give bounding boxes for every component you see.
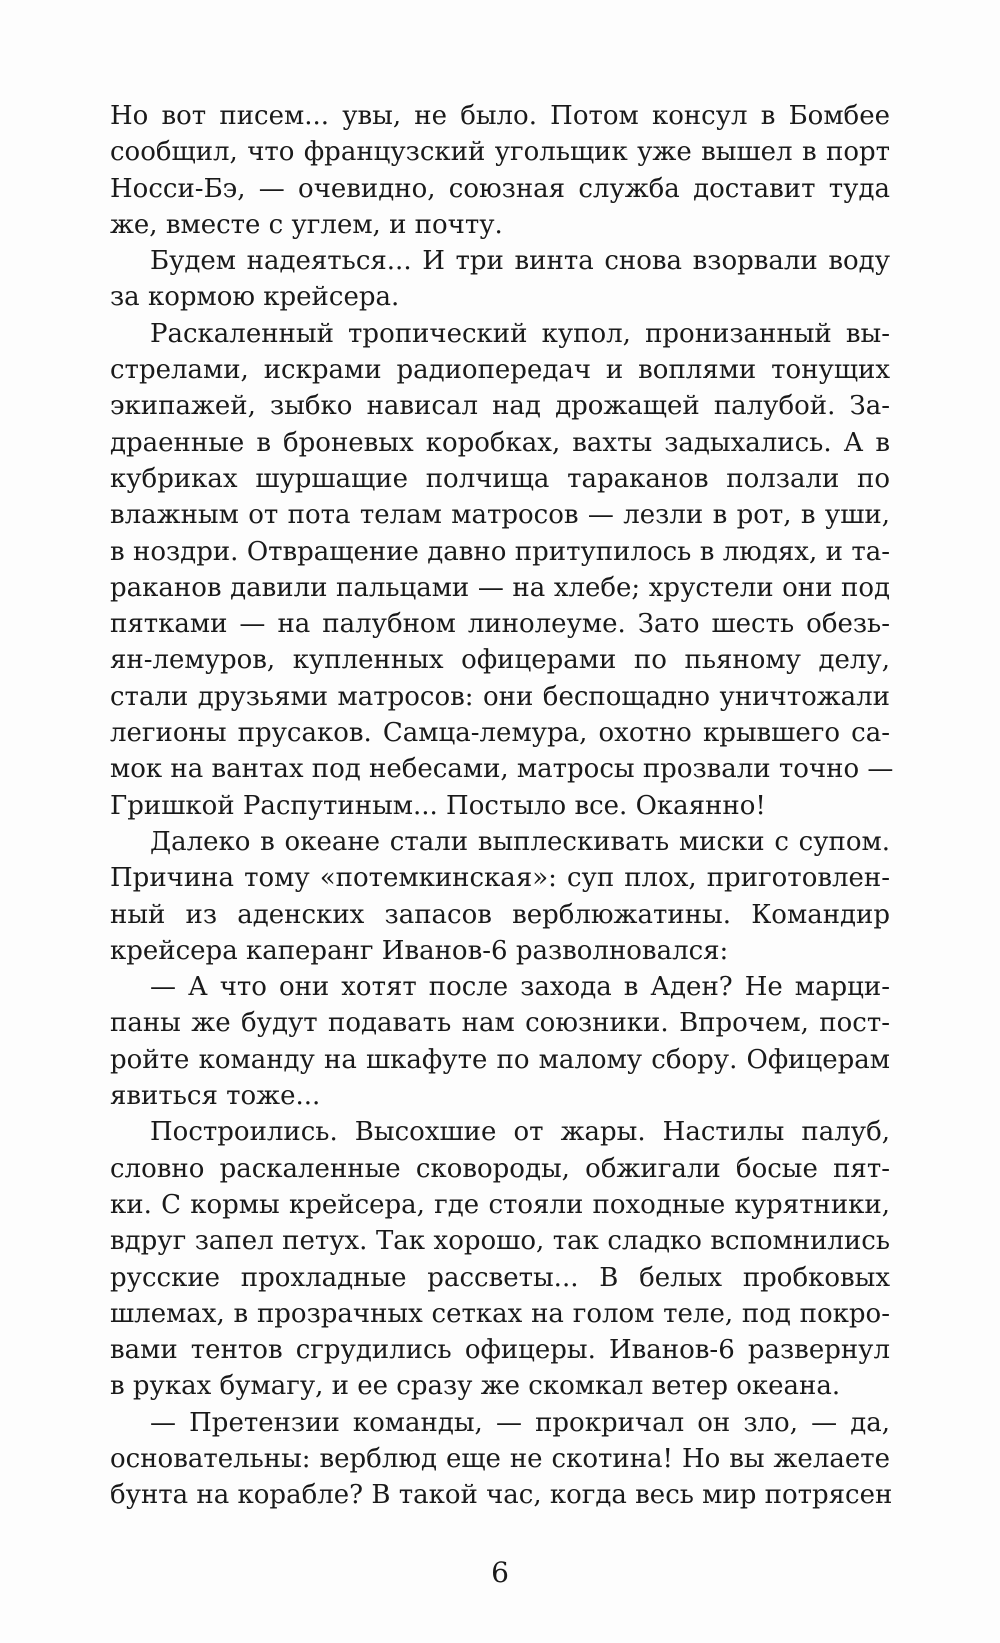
- paragraph: [110, 1114, 890, 1404]
- text-line: пятками — на палубном линолеуме. Зато шесть обезь-: [110, 609, 890, 640]
- text-line: за кормою крейсера.: [110, 282, 400, 313]
- text-line: шлемах, в прозрачных сетках на голом теле, под покро-: [110, 1298, 890, 1329]
- text-line: ян-лемуров, купленных офицерами по пьяному делу,: [110, 645, 890, 676]
- text-line: стали друзьями матросов: они беспощадно уничтожали: [110, 681, 890, 712]
- paragraph: [110, 1405, 893, 1514]
- paragraph: [110, 243, 890, 316]
- text-line: в руках бумагу, и ее сразу же скомкал ветер океана.: [110, 1371, 841, 1402]
- paragraph: [110, 824, 890, 969]
- paragraph: [110, 969, 890, 1114]
- body-text: [110, 98, 894, 1514]
- text-line: экипажей, зыбко нависал над дрожащей палубой. За-: [110, 391, 890, 422]
- text-line: крейсера каперанг Иванов-6 разволновался:: [110, 935, 729, 966]
- text-line: вдруг запел петух. Так хорошо, так сладко вспомнились: [110, 1226, 890, 1257]
- text-line: паны же будут подавать нам союзники. Впрочем, пост-: [110, 1008, 890, 1039]
- text-line: влажным от пота телам матросов — лезли в рот, в уши,: [110, 500, 890, 531]
- text-line: стрелами, искрами радиопередач и воплями тонущих: [110, 355, 890, 386]
- text-line: русские прохладные рассветы... В белых пробковых: [110, 1262, 890, 1293]
- page-number: 6: [491, 1556, 509, 1589]
- text-line: Далеко в океане стали выплескивать миски с супом.: [150, 826, 890, 857]
- text-line: Гришкой Распутиным... Постыло все. Окаянно!: [110, 790, 766, 821]
- text-line: Построились. Высохшие от жары. Настилы палуб,: [150, 1117, 890, 1148]
- text-line: бунта на корабле? В такой час, когда весь мир потрясен: [110, 1480, 893, 1511]
- text-line: Причина тому «потемкинская»: суп плох, приготовлен-: [110, 863, 890, 894]
- text-line: ный из аденских запасов верблюжатины. Командир: [110, 899, 890, 930]
- text-line: раканов давили пальцами — на хлебе; хрустели они под: [110, 572, 890, 603]
- text-line: кубриках шуршащие полчища тараканов ползали по: [110, 463, 890, 494]
- text-line: в ноздри. Отвращение давно притупилось в людях, и та-: [110, 536, 890, 567]
- text-line: Носси-Бэ, — очевидно, союзная служба доставит туда: [110, 173, 890, 204]
- text-line: словно раскаленные сковороды, обжигали босые пят-: [110, 1153, 890, 1184]
- text-line: — А что они хотят после захода в Аден? Не марци-: [150, 972, 890, 1003]
- text-line: Но вот писем... увы, не было. Потом консул в Бомбее: [110, 101, 890, 131]
- text-line: драенные в броневых коробках, вахты задыхались. А в: [110, 427, 890, 458]
- text-line: ки. С кормы крейсера, где стояли походные курятники,: [110, 1189, 890, 1220]
- text-line: Раскаленный тропический купол, пронизанный вы-: [150, 318, 890, 349]
- text-line: — Претензии команды, — прокричал он зло, — да,: [150, 1407, 890, 1438]
- text-line: ройте команду на шкафуте по малому сбору. Офицерам: [110, 1044, 890, 1075]
- text-line: вами тентов сгрудились офицеры. Иванов-6 развернул: [110, 1335, 890, 1366]
- text-line: мок на вантах под небесами, матросы прозвали точно —: [110, 754, 894, 785]
- paragraph: [110, 98, 890, 243]
- text-line: сообщил, что французский угольщик уже вышел в порт: [110, 137, 890, 168]
- text-line: же, вместе с углем, и почту.: [110, 209, 503, 240]
- paragraph: [110, 316, 894, 824]
- text-line: легионы прусаков. Самца-лемура, охотно крывшего са-: [110, 718, 890, 749]
- text-line: Будем надеяться... И три винта снова взорвали воду: [150, 246, 890, 277]
- text-line: явиться тоже...: [110, 1081, 321, 1112]
- text-line: основательны: верблюд еще не скотина! Но вы желаете: [110, 1443, 890, 1474]
